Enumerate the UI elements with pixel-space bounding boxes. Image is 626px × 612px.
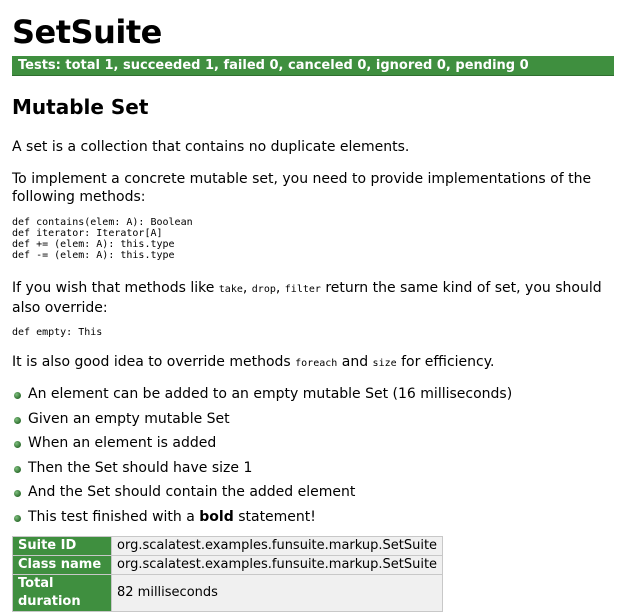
suite-title: SetSuite — [12, 13, 162, 51]
bullet-icon — [14, 515, 21, 522]
class-name-label: Class name — [13, 556, 112, 575]
list-item — [12, 431, 614, 456]
test-text-before: This test finished with a — [28, 508, 200, 525]
feature-intro: A set is a collection that contains no duplicate elements. — [12, 139, 410, 155]
code-drop: drop — [251, 284, 276, 295]
efficiency-and: and — [337, 354, 373, 370]
code-take: take — [218, 284, 243, 295]
test-text: Then the Set should have size 1 — [28, 459, 253, 476]
test-summary-bar: Tests: total 1, succeeded 1, failed 0, canceled 0, ignored 0, pending 0 — [12, 56, 614, 76]
list-item — [12, 407, 614, 432]
table-row — [13, 575, 443, 612]
efficiency-text-a: It is also good idea to override methods — [12, 354, 296, 370]
code-foreach: foreach — [295, 358, 338, 369]
test-text: An element can be added to an empty mutable Set (16 milliseconds) — [28, 386, 513, 402]
empty-code-block: def empty: This — [12, 327, 103, 338]
code-size: size — [372, 358, 397, 369]
suite-id-label: Suite ID — [13, 537, 112, 556]
bullet-icon — [14, 417, 21, 424]
table-row — [13, 537, 443, 556]
override-text — [12, 279, 614, 317]
list-item — [12, 480, 614, 505]
bullet-icon — [14, 490, 21, 497]
duration-label: Total duration — [13, 575, 112, 612]
implement-text: To implement a concrete mutable set, you need to provide implementations of the following methods: — [12, 171, 592, 205]
suite-id-value: org.scalatest.examples.funsuite.markup.SetSuite — [112, 537, 443, 556]
efficiency-text-b: for efficiency. — [396, 354, 495, 370]
class-name-value: org.scalatest.examples.funsuite.markup.SetSuite — [112, 556, 443, 575]
list-item — [12, 382, 614, 407]
feature-title: Mutable Set — [12, 95, 149, 119]
list-item — [12, 456, 614, 481]
list-item — [12, 505, 614, 530]
code-filter: filter — [284, 284, 321, 295]
override-sep: , — [275, 280, 285, 296]
test-text-after: statement! — [233, 508, 316, 525]
override-text-b: return the same kind of set, you should also override: — [12, 280, 602, 316]
test-text-bold: bold — [199, 508, 234, 525]
methods-code-block: def contains(elem: A): Boolean def iterator: Iterator[A] def += (elem: A): this.type def -= (elem: A): this.type — [12, 217, 193, 261]
bullet-icon — [14, 466, 21, 473]
test-list — [12, 382, 614, 529]
bullet-icon — [14, 392, 21, 399]
bullet-icon — [14, 441, 21, 448]
suite-meta-table — [12, 536, 443, 612]
test-text: When an element is added — [28, 435, 217, 451]
override-sep: , — [242, 280, 252, 296]
table-row — [13, 556, 443, 575]
efficiency-text — [12, 353, 614, 373]
test-text: Given an empty mutable Set — [28, 410, 230, 427]
override-text-a: If you wish that methods like — [12, 280, 219, 296]
duration-value: 82 milliseconds — [112, 575, 443, 612]
test-text: And the Set should contain the added element — [28, 484, 356, 500]
